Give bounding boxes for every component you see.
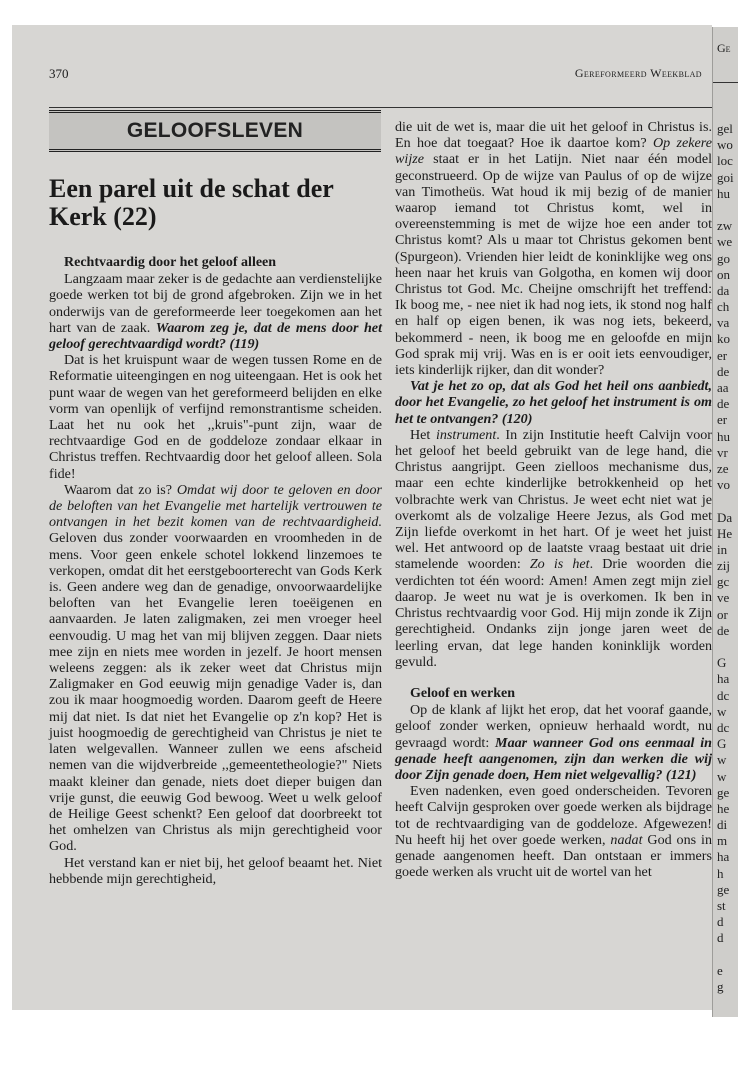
- nadat-word: nadat: [610, 831, 643, 848]
- paragraph-3-text: Geloven dus zonder voorwaarden en vroomheden in de mens. Voor geen enkele schotel lokkend linzemoes te verkopen, omdat dit het eerstgeboorterecht van Gods Kerk is. Geen andere weg dan de genadige, onvoorwaardelijke beloften van het Evangelie leren toeëigenen en aanvaarden. Je laten zaligmaken, zei men vroeger heel eenvoudig. U mag het van mij blijven zeggen. Daar niets mee zijn en niets mee worden in jezelf. Je hoort mensen weleens zeggen: als ik zeker weet dat Christus mijn Zaligmaker en God eeuwig mijn genadige Vader is, dan zou ik maar hoogmoedig worden. Daarom geeft de Heere mij dat niet. Is dat niet het Evangelie op z'n kop? Het is juist hoogmoedig de gerechtigheid van Christus je niet te laten welgevallen. Wanneer zullen we eens afscheid nemen van die wijdverbreide ,,gemeentetheologie?" Niets maakt kleiner dan genade, niets doet dieper buigen dan vrije gunst, die eeuwig God bewoog. Weet u welk geloof de Heilige Geest schenkt? Een geloof dat doorbreekt tot het omhelzen van Christus als mijn gerechtigheid voor God.: [49, 530, 382, 855]
- next-page-line: aa: [717, 380, 729, 395]
- paragraph-3-lead: Waarom dat zo is?: [64, 481, 177, 498]
- paragraph-5-text: die uit de wet is, maar die uit het geloof in Christus is. En hoe dat toegaat? Hoe ik daartoe kom?: [395, 119, 712, 152]
- next-page-line: [717, 493, 734, 509]
- paragraph-5: [395, 119, 712, 378]
- paragraph-7-text: . In zijn Institutie heeft Calvijn voor het geloof het beeld gebruikt van de lege hand, die Christus aangrijpt. Geen zielloos mechanisme dus, maar een echte kinderlijke betrokkenheid op het volbrachte werk van Christus. Je weet echt niet wat je overkomt als de volzalige Heere Jezus, als God met Zijn liefde overkomt in het hart. Of je weet het juist wel. Het antwoord op de laatste vraag bestaat uit drie stamelende woorden:: [395, 426, 712, 573]
- answer-119-quote: Omdat wij door te geloven en door de beloften van het Evangelie met hartelijk vertrouwen te ontvangen in het bezit komen van de rechtvaardigheid.: [49, 481, 382, 531]
- paragraph-8-text: Op de klank af lijkt het erop, dat het vooraf gaande, geloof zonder werken, opnieuw herhaald wordt, nu gevraagd wordt:: [395, 702, 712, 751]
- next-page-line: w: [717, 703, 727, 719]
- spacer: [395, 670, 712, 686]
- next-page-line: dc: [717, 719, 730, 735]
- next-page-line: w: [717, 752, 727, 768]
- next-page-line: va: [717, 315, 730, 331]
- paragraph-6: [395, 378, 712, 427]
- next-page-line: de: [717, 622, 730, 638]
- instrument-word: instrument: [435, 426, 497, 443]
- paragraph-7: [395, 427, 712, 670]
- next-page-line: ko: [717, 331, 730, 347]
- next-page-line: ge: [717, 784, 730, 800]
- next-page-line: hu: [717, 428, 730, 444]
- next-page-line: we: [717, 234, 733, 250]
- zo-is-het: Zo is het: [529, 556, 590, 573]
- question-120: Vat je het zo op, dat als God het heil ons aanbiedt, door het Evangelie, zo het geloof het instrument is om het te ontvangen? (120): [395, 378, 712, 427]
- next-page-edge: [712, 27, 738, 1017]
- middle-column: [395, 67, 712, 880]
- paragraph-4: Het verstand kan er niet bij, het geloof beaamt het. Niet hebbende mijn gerechtigheid,: [49, 854, 382, 887]
- paragraph-9-text: Even nadenken, even goed onderscheiden. Tevoren heeft Calvijn gesproken over goede werken als bijdrage tot de rechtvaardiging van de goddeloze. Afgewezen! Nu heeft hij het over goede werken,: [395, 783, 712, 848]
- next-page-line: ge: [717, 881, 730, 897]
- next-page-line: g: [717, 978, 724, 994]
- next-page-line: di: [717, 817, 728, 833]
- next-page-text: [717, 121, 734, 995]
- paragraph-8: [395, 702, 712, 783]
- section-title: GELOOFSLEVEN: [126, 119, 304, 142]
- next-page-line: G: [717, 655, 727, 671]
- next-page-line: de: [717, 396, 730, 412]
- paragraph-1: [49, 271, 382, 352]
- paragraph-2: Dat is het kruispunt waar de wegen tussen Rome en de Reformatie uiteengingen en nog uiteengaan. Het is ook het punt waar de wegen van het gereformeerd belijden en elke vorm van openlijk of verfijnd remonstrantisme scheiden. Laat het nu ook het ,,kruis"-punt zijn, waar de rechtvaardige God en de goddeloze zondaar elkaar in Christus treffen. Rechtvaardig door het geloof alleen. Sola fide!: [49, 352, 382, 482]
- paragraph-3: [49, 482, 382, 855]
- next-page-line: hu: [717, 185, 730, 201]
- running-header: Gereformeerd Weekblad: [574, 66, 702, 80]
- paragraph-5-rest: staat er in het Latijn. Niet naar één model geconstrueerd. Op de wijze van Paulus of op de wijze van Timotheüs. Wat houd ik mij bezig of de manier waarop iemand tot Christus komt, wel in overeenstemming is met de wijze hoe een ander tot Christus komt? Als u maar tot Christus gekomen bent (Spurgeon). Vrienden hier leidt de koninklijke weg ons heen naar het kruis van Golgotha, en komen wij door Christus tot God. Mc. Cheijne omschrijft het treffend: Ik boog me, - nee niet ik had nog iets, ik stond nog half en half op eigen benen, ik was nog iets, bekeerd, bekommerd - neen, ik boog me en geloofde en mijn God sprak mij vrij. Was en is er ooit iets eenvoudiger, iets kinderlijk rijker, dan dit wonder?: [395, 151, 712, 379]
- next-page-line: d: [717, 930, 724, 946]
- article-title: Een parel uit de schat der Kerk (22): [49, 174, 334, 231]
- paragraph-9-rest: God ons in genade aangenomen heeft. Dan ontstaan er immers goede werken als vrucht uit de wortel van het: [395, 831, 712, 881]
- question-119: Waarom zeg je, dat de mens door het geloof gerechtvaardigd wordt? (119): [49, 319, 382, 353]
- next-page-line: d: [717, 914, 724, 930]
- next-page-line: gel: [717, 121, 733, 136]
- next-page-line: [717, 202, 734, 218]
- next-page-line: [717, 947, 734, 963]
- next-page-rule: [713, 82, 738, 83]
- next-page-line: gc: [717, 574, 730, 590]
- next-page-line: goi: [717, 169, 734, 185]
- next-page-line: ze: [717, 460, 729, 476]
- question-121: Maar wanneer God ons eenmaal in genade heeft aangenomen, zijn dan werken die wij door Zijn genade doen, Hem niet welgevallig? (121): [395, 734, 712, 783]
- next-page-line: vr: [717, 444, 728, 460]
- next-page-line: [717, 639, 734, 655]
- magazine-page: [12, 25, 712, 1010]
- next-page-line: st: [717, 898, 726, 913]
- next-page-line: vo: [717, 477, 730, 493]
- left-column: [49, 255, 382, 887]
- next-page-line: zij: [717, 558, 730, 574]
- paragraph-9: [395, 783, 712, 880]
- next-page-line: or: [717, 606, 728, 622]
- section-banner: [49, 110, 381, 152]
- next-page-line: wo: [717, 137, 733, 153]
- latin-phrase: Op zekere wijze: [395, 135, 712, 168]
- next-page-line: ha: [717, 849, 730, 865]
- next-page-line: dc: [717, 687, 730, 703]
- next-page-line: m: [717, 833, 728, 849]
- next-page-line: G: [717, 736, 727, 752]
- next-page-line: loc: [717, 153, 733, 169]
- paragraph-7-rest: . Drie woorden die verdichten tot één woord: Amen! Amen zegt mijn ziel daarop. Je weet nu wat je is overkomen. Ik ben in Christus rechtvaardig voor God. Hij mijn zonde ik Zijn gerechtigheid. Ondanks zijn jonge jaren weet de leerling ervan, dat lege handen koninklijk worden gevuld.: [395, 556, 712, 670]
- next-page-line: de: [717, 363, 730, 379]
- next-page-header: Ge: [717, 41, 731, 55]
- paragraph-7-lead: Het: [410, 426, 436, 443]
- next-page-line: da: [717, 282, 730, 298]
- next-page-line: he: [717, 800, 730, 816]
- page-number: 370: [49, 66, 69, 81]
- next-page-line: e: [717, 962, 723, 978]
- next-page-line: in: [717, 541, 728, 557]
- next-page-line: ha: [717, 671, 730, 687]
- subheading-geloof-en-werken: Geloof en werken: [410, 685, 515, 701]
- next-page-line: w: [717, 768, 727, 784]
- next-page-line: Da: [717, 509, 733, 525]
- next-page-line: er: [717, 412, 728, 428]
- next-page-line: ve: [717, 590, 730, 606]
- next-page-line: h: [717, 865, 724, 881]
- next-page-line: zw: [717, 218, 733, 234]
- subheading-rechtvaardig: Rechtvaardig door het geloof alleen: [64, 255, 277, 270]
- next-page-line: He: [717, 525, 733, 541]
- paragraph-1-text: Langzaam maar zeker is de gedachte aan verdienstelijke goede werken tot bij de grond afgebroken. Zijn we in het onderwijs van de gereformeerde leer toegekomen aan het hart van de zaak.: [49, 271, 382, 336]
- next-page-line: ch: [717, 299, 730, 315]
- next-page-line: go: [717, 250, 730, 266]
- next-page-line: er: [717, 347, 728, 363]
- next-page-line: on: [717, 266, 730, 282]
